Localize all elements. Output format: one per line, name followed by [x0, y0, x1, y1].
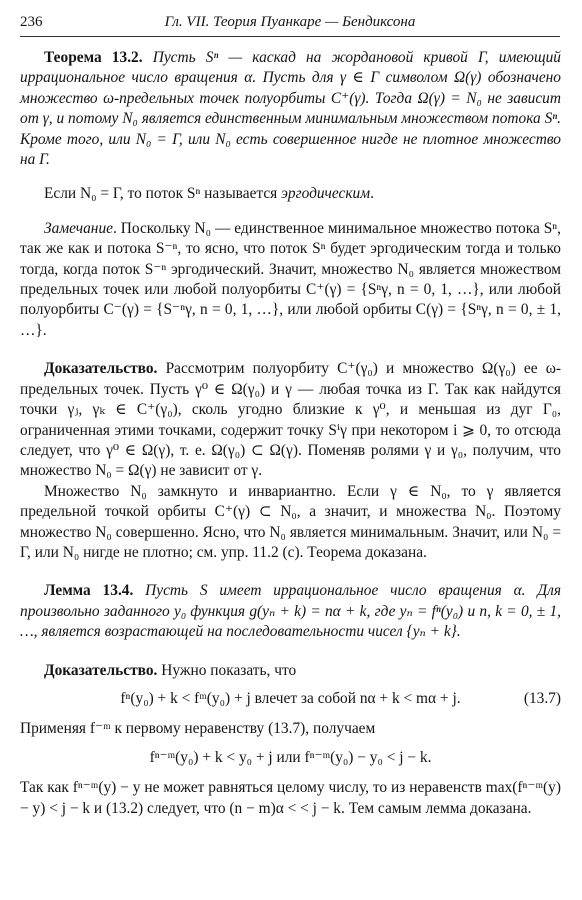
- ergodic-term: эргодическим: [281, 185, 371, 203]
- running-header: [20, 14, 560, 37]
- proof-label: Доказательство.: [44, 360, 158, 378]
- lemma-label: Лемма 13.4.: [44, 582, 134, 600]
- ergodic-text-after: .: [370, 185, 374, 203]
- equation-tag: (13.7): [523, 689, 561, 707]
- page-number: 236: [20, 14, 43, 30]
- lemma-statement: Пусть S имеет иррациональное число вращения α. Для произвольно заданного y₀ функция g(yₙ + k) = nα + k, где yₙ = fⁿ(y₀) и n, k = 0, ± 1, …, является возрастающей на последовательности чисел {yₙ + k}.: [20, 582, 561, 641]
- ergodic-text-before: Если N₀ = Γ, то поток Sⁿ называется: [44, 185, 278, 203]
- theorem-statement: Пусть Sⁿ — каскад на жордановой кривой Γ, имеющий иррациональное число вращения α. Пусть для γ ∈ Γ символом Ω(γ) обозначено множество ω-предельных точек полуорбиты C⁺(γ). Тогда Ω(γ) = N₀ не зависит от γ, и потому N₀ является единственным минимальным множеством потока Sⁿ. Кроме того, или N₀ = Γ, или N₀ есть совершенное нигде не плотное множество на Γ.: [20, 49, 561, 169]
- proof-end: Так как fⁿ⁻ᵐ(y) − y не может равняться целому числу, то из неравенств max(fⁿ⁻ᵐ(y) − y) < j − k и (13.2) следует, что (n − m)α < < j − k. Тем самым лемма доказана.: [20, 779, 561, 817]
- proof-theorem-13-2: [20, 359, 561, 481]
- proof-lemma-13-4: [20, 661, 561, 681]
- equation-13-7-body: fⁿ(y₀) + k < fᵐ(y₀) + j влечет за собой nα + k < mα + j.: [120, 689, 461, 707]
- proof-middle: Применяя f⁻ᵐ к первому неравенству (13.7), получаем: [20, 720, 376, 738]
- lemma-13-4: [20, 581, 561, 642]
- proof-text: Рассмотрим полуорбиту C⁺(γ₀) и множество Ω(γ₀) ее ω-предельных точек. Пусть γ⁰ ∈ Ω(γ₀) и γ — любая точка из Γ. Так как найдутся точки γⱼ, γₖ ∈ C⁺(γ₀), сколь угодно близкие к γ⁰, и меньшая из дуг Γ₀, ограниченная этими точками, содержит точку Sⁱγ при некотором i ⩾ 0, то отсюда следует, что γ⁰ ∈ Ω(γ), т. е. Ω(γ₀) ⊂ Ω(γ). Поменяв ролями γ и γ₀, получим, что множество N₀ = Ω(γ) не зависит от γ.: [20, 360, 561, 480]
- remark-text: . Поскольку N₀ — единственное минимальное множество потока Sⁿ, так же как и потока S⁻ⁿ, то ясно, что поток Sⁿ будет эргодическим тогда и только тогда, когда поток S⁻ⁿ эргодический. Значит, множество N₀ является множеством предельных точек или любой полуорбиты C⁺(γ) = {Sⁿγ, n = 0, 1, …}, или любой полуорбиты C⁻(γ) = {S⁻ⁿγ, n = 0, 1, …}, или любой орбиты C(γ) = {Sⁿγ, n = 0, ± 1, …}.: [20, 219, 561, 339]
- theorem-13-2: [20, 48, 561, 170]
- running-title: Гл. VII. Теория Пуанкаре — Бендиксона: [164, 14, 416, 30]
- ergodic-definition: [20, 184, 561, 204]
- page-body: [20, 48, 561, 819]
- theorem-label: Теорема 13.2.: [44, 49, 143, 66]
- proof-intro: Нужно показать, что: [161, 661, 297, 679]
- remark: [20, 219, 561, 341]
- proof-paragraph-2: Множество N₀ замкнуто и инвариантно. Если γ ∈ N₀, то γ является предельной точкой орбиты C⁺(γ) ⊂ N₀, а значит, и множества N₀. Поэтому множество N₀ совершенно. Ясно, что N₀ является минимальным. Значит, или N₀ = Γ, или N₀ нигде не плотно; см. упр. 11.2 (с). Теорема доказана.: [20, 482, 561, 561]
- proof-label: Доказательство.: [44, 661, 158, 679]
- equation-derived: fⁿ⁻ᵐ(y₀) + k < y₀ + j или fⁿ⁻ᵐ(y₀) − y₀ < j − k.: [149, 748, 432, 766]
- equation-13-7: [20, 689, 561, 709]
- remark-label: Замечание: [44, 219, 113, 237]
